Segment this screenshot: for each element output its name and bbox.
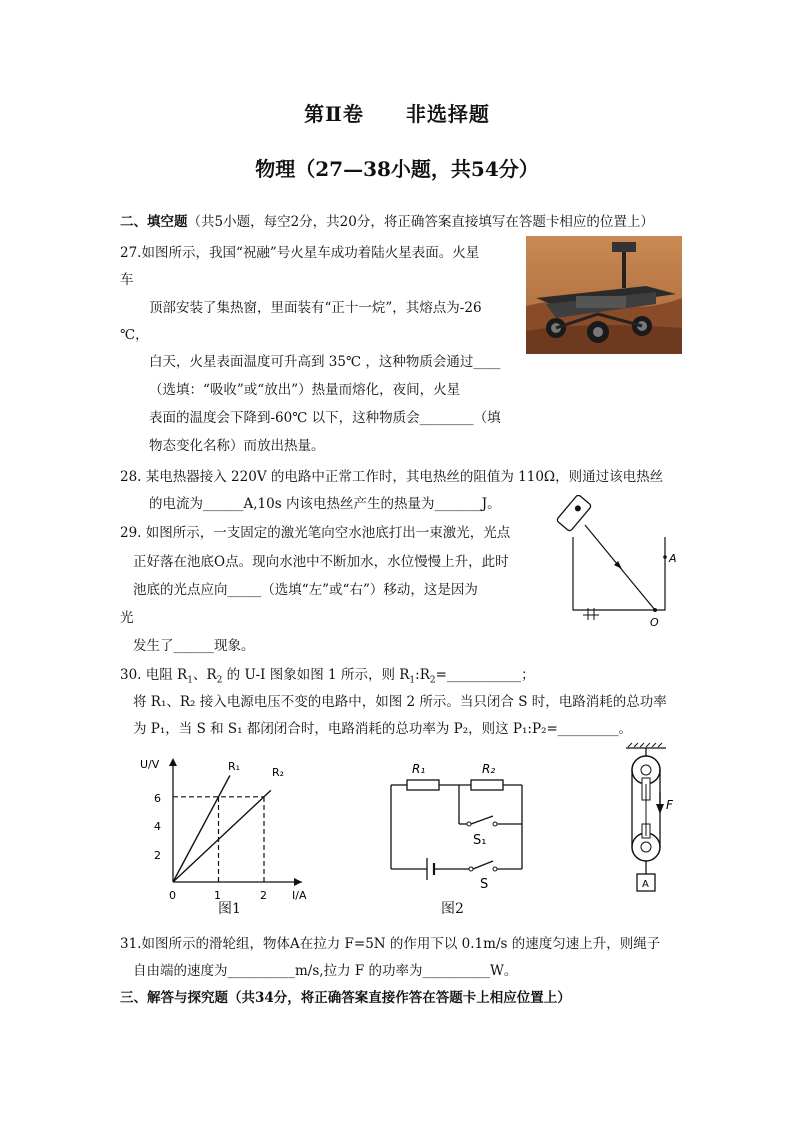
resistor-r1 [407,780,439,790]
q30-text-e: =___________； [435,667,535,683]
q30-text-c: 的 U-I 图象如图 1 所示，则 R [222,667,410,683]
ui-graph-figure [140,752,320,922]
q28-line-2: 的电流为______A,10s 内该电热丝产生的热量为_______J。 [149,496,501,512]
x-tick-2: 2 [260,889,267,902]
q27-line-5: 白天，火星表面温度可升高到 35℃ ，这种物质会通过____ [149,354,501,370]
q30-text-a: 30. 电阻 R [120,667,188,683]
q29-line-5: 发生了______现象。 [133,638,255,654]
circuit-r2-label: R₂ [482,762,496,776]
q27-line-2: 车 [120,272,134,288]
volume-title: 第Ⅱ卷 非选择题 [304,102,490,126]
point-o-label: O [650,616,659,629]
q27-line-6: （选填：“吸收”或“放出”）热量而熔化，夜间，火星 [149,382,461,398]
section2-heading [120,212,654,232]
circuit-s1-label: S₁ [473,833,487,848]
q27-line-8: 物态变化名称）而放出热量。 [149,438,325,454]
x-tick-1: 1 [214,889,221,902]
r2-curve-label: R₂ [272,766,285,779]
q29-line-3: 池底的光点应向_____（选填“左”或“右”）移动，这是因为 [133,582,478,598]
force-arrow-icon [656,804,664,814]
q30-text-b: 、R [192,667,217,683]
q30-sub-c: 1 [409,675,416,686]
x-tick-0: 0 [169,889,176,902]
q31-line-1: 31.如图所示的滑轮组，物体A在拉力 F=5N 的作用下以 0.1m/s 的速度匀速上升，则绳子 [120,936,661,952]
point-a-label: A [669,552,677,565]
y-tick-4: 4 [154,820,161,833]
q29-line-2: 正好落在池底O点。现向水池中不断加水，水位慢慢上升，此时 [133,554,509,570]
subject-title: 物理（27—38小题，共54分） [255,157,539,181]
circuit-r1-label: R₁ [412,762,426,776]
q30-line-3: 为 P₁，当 S 和 S₁ 都闭闭合时，电路消耗的总功率为 P₂，则这 P₁:P₂=_________。 [133,721,633,737]
q27-line-4: ℃， [120,327,149,343]
figure1-caption: 图1 [218,901,241,917]
circuit-figure [385,752,535,922]
block-a-label: A [642,879,649,890]
pulley-figure [620,742,690,897]
y-tick-2: 2 [154,849,161,862]
series-line-r1 [173,776,230,883]
resistor-r2 [471,780,503,790]
q30-line-2: 将 R₁、R₂ 接入电源电压不变的电路中，如图 2 所示。当只闭合 S 时，电路消耗的总功率 [133,694,667,710]
series-line-r2 [173,790,271,882]
laser-pool-figure [550,495,690,630]
q30-line-1 [120,665,535,691]
x-axis-label: I/A [292,889,307,902]
q30-sub-b: 2 [216,675,223,686]
y-axis-label: U/V [140,758,160,771]
q27-line-1: 27.如图所示，我国“祝融”号火星车成功着陆火星表面。火星 [120,245,480,261]
y-tick-6: 6 [154,792,161,805]
switch-s1 [471,816,493,824]
q30-text-d: :R [415,667,430,683]
r1-curve-label: R₁ [228,760,241,773]
circuit-s-label: S [480,877,489,892]
q30-sub-d: 2 [429,675,436,686]
force-label: F [666,798,673,812]
y-axis-arrow-icon [169,758,177,766]
q31-line-2: 自由端的速度为__________m/s,拉力 F 的功率为__________W。 [133,963,518,979]
q27-line-3: 顶部安装了集热窗，里面装有“正十一烷”，其熔点为-26 [149,300,482,316]
section3-heading: 三、解答与探究题（共34分，将正确答案直接作答在答题卡上相应位置上） [120,990,571,1006]
q29-line-4: 光 [120,610,134,626]
q29-line-1: 29. 如图所示，一支固定的激光笔向空水池底打出一束激光，光点 [120,525,511,541]
q28-line-1: 28. 某电热器接入 220V 的电路中正常工作时，其电热丝的阻值为 110Ω，则通过该电热丝 [120,469,664,485]
figure2-caption: 图2 [441,901,464,917]
mars-rover-photo [526,236,682,354]
x-axis-arrow-icon [294,878,302,886]
section2-heading-bold: 二、填空题 [120,214,188,230]
section2-heading-rest: （共5小题，每空2分，共20分，将正确答案直接填写在答题卡相应的位置上） [187,214,654,230]
switch-s [473,861,493,869]
q30-sub-a: 1 [187,675,193,686]
q27-line-7: 表面的温度会下降到-60℃ 以下，这种物质会________（填 [149,410,501,426]
